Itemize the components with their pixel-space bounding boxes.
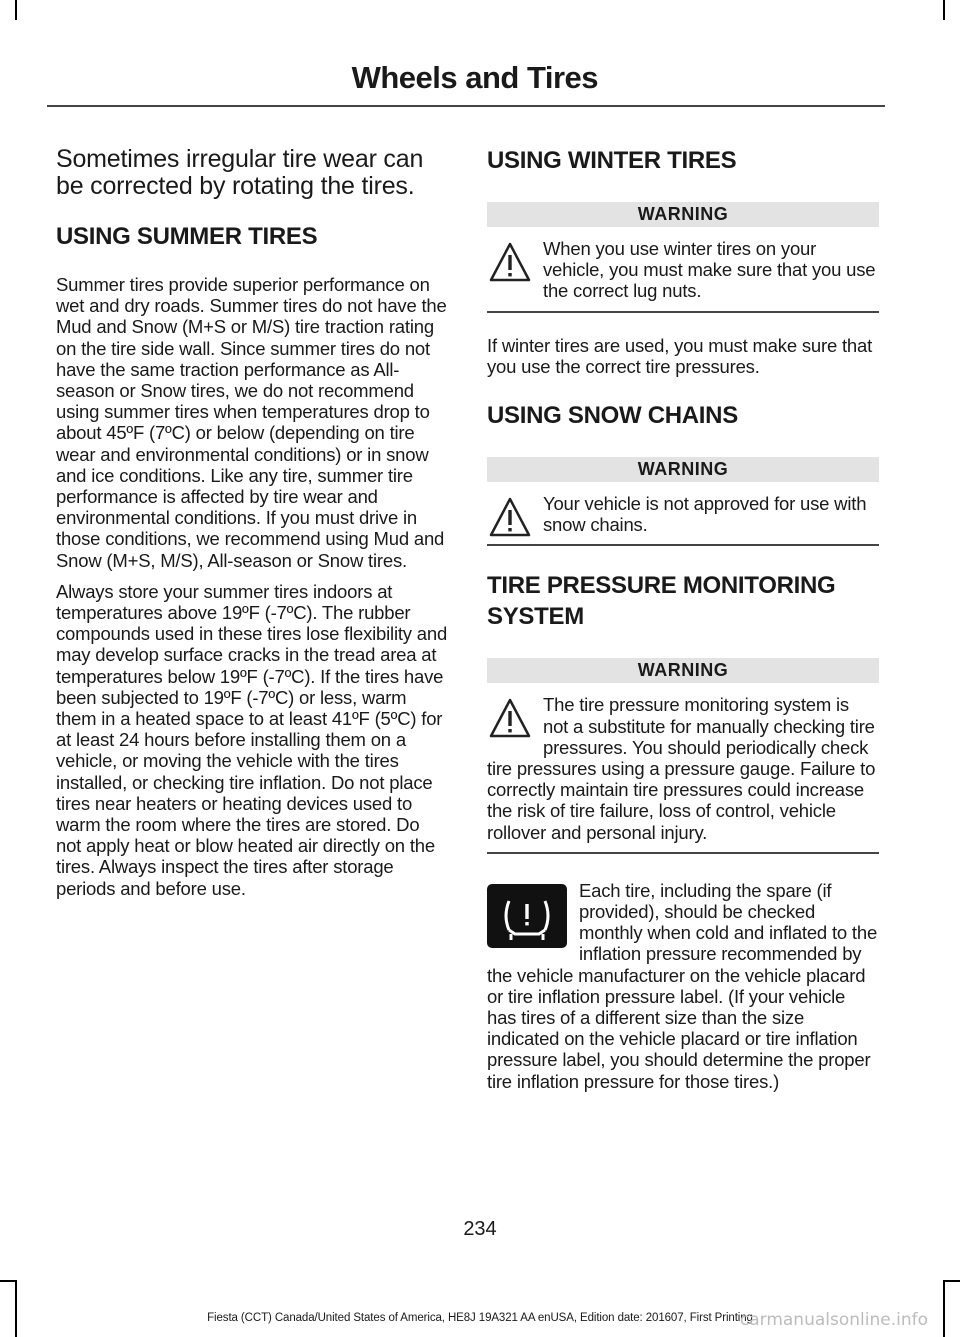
warning-label: WARNING — [487, 457, 879, 482]
crop-mark-bottom-right-h — [943, 1280, 960, 1282]
tpms-warning-box — [487, 683, 879, 853]
summer-tires-heading: USING SUMMER TIRES — [56, 223, 318, 250]
tpms-warning-text: The tire pressure monitoring system is not a substitute for manually checking tire pressures. You should periodically check tire pressures using a pressure gauge. Failure to correctly maintain tire pressures could increase the risk of tire failure, loss of control, vehicle rollover and personal injury. — [487, 694, 876, 843]
header-divider — [47, 105, 885, 107]
winter-tires-heading: USING WINTER TIRES — [487, 147, 737, 174]
warning-triangle-icon — [487, 493, 533, 547]
winter-warning-box — [487, 227, 879, 313]
summer-tires-paragraph-2: Always store your summer tires indoors at temperatures above 19ºF (-7ºC). The rubber compounds used in these tires lose flexibility and may develop surface cracks in the tread area at temperatures below 19ºF (-7ºC). If the tires have been subjected to 19ºF (-7ºC) or less, warm them in a heated space to at least 41ºF (5ºC) for at least 24 hours before installing them on a vehicle, or moving the vehicle with the tires installed, or checking tire inflation. Do not place tires near heaters or heating devices used to warm the room where the tires are stored. Do not apply heat or blow heated air directly on the tires. Always inspect the tires after storage periods and before use. — [56, 580, 448, 899]
footer-edition-info: Fiesta (CCT) Canada/United States of America, HE8J 19A321 AA enUSA, Edition date: 201607, First Printing — [207, 1312, 753, 1324]
crop-mark-bottom-left — [15, 1280, 17, 1337]
snow-chains-heading: USING SNOW CHAINS — [487, 402, 738, 430]
winter-tires-text: If winter tires are used, you must make sure that you use the correct tire pressures. — [487, 334, 873, 377]
crop-mark-top-left — [15, 0, 17, 20]
tpms-heading: TIRE PRESSURE MONITORING SYSTEM — [487, 572, 836, 631]
warning-triangle-icon — [487, 694, 533, 748]
crop-mark-top-right — [943, 0, 945, 20]
crop-mark-bottom-right — [943, 1280, 945, 1337]
watermark: carmanualsonline.info — [739, 1310, 928, 1330]
tpms-paragraph: Each tire, including the spare (if provided), should be checked monthly when cold and inflated to the inflation pressure recommended by the vehicle manufacturer on the vehicle placard or tire inflation pressure label. (If your vehicle has tires of a different size than the size indicated on the vehicle placard or tire inflation pressure label, you should determine the proper tire inflation pressure for those tires.) — [487, 879, 878, 1092]
warning-label: WARNING — [487, 658, 879, 683]
page-number: 234 — [463, 1218, 497, 1240]
right-column — [487, 146, 879, 1092]
tire-pressure-warning-icon — [487, 884, 567, 948]
tpms-info-block — [487, 880, 879, 1092]
crop-mark-bottom-left-h — [0, 1280, 17, 1282]
page-title: Wheels and Tires — [351, 60, 598, 95]
warning-label: WARNING — [487, 202, 879, 227]
chains-warning-box — [487, 482, 879, 546]
summer-tires-paragraph-1: Summer tires provide superior performance on wet and dry roads. Summer tires do not have the Mud and Snow (M+S or M/S) tire traction rating on the tire side wall. Since summer tires do not have the same traction performance as All-season or Snow tires, we do not recommend using summer tires when temperatures drop to about 45ºF (7ºC) or below (depending on tire wear and environmental conditions) or in snow and ice conditions. Like any tire, summer tire performance is affected by tire wear and environmental conditions. If you must drive in those conditions, we recommend using Mud and Snow (M+S, M/S), All-season or Snow tires. — [56, 274, 447, 571]
winter-warning-text: When you use winter tires on your vehicle, you must make sure that you use the correct lug nuts. — [543, 238, 876, 302]
left-column — [56, 146, 448, 909]
chains-warning-text: Your vehicle is not approved for use with snow chains. — [543, 493, 867, 536]
lead-paragraph: Sometimes irregular tire wear can be corrected by rotating the tires. — [56, 145, 424, 200]
warning-triangle-icon — [487, 238, 533, 292]
